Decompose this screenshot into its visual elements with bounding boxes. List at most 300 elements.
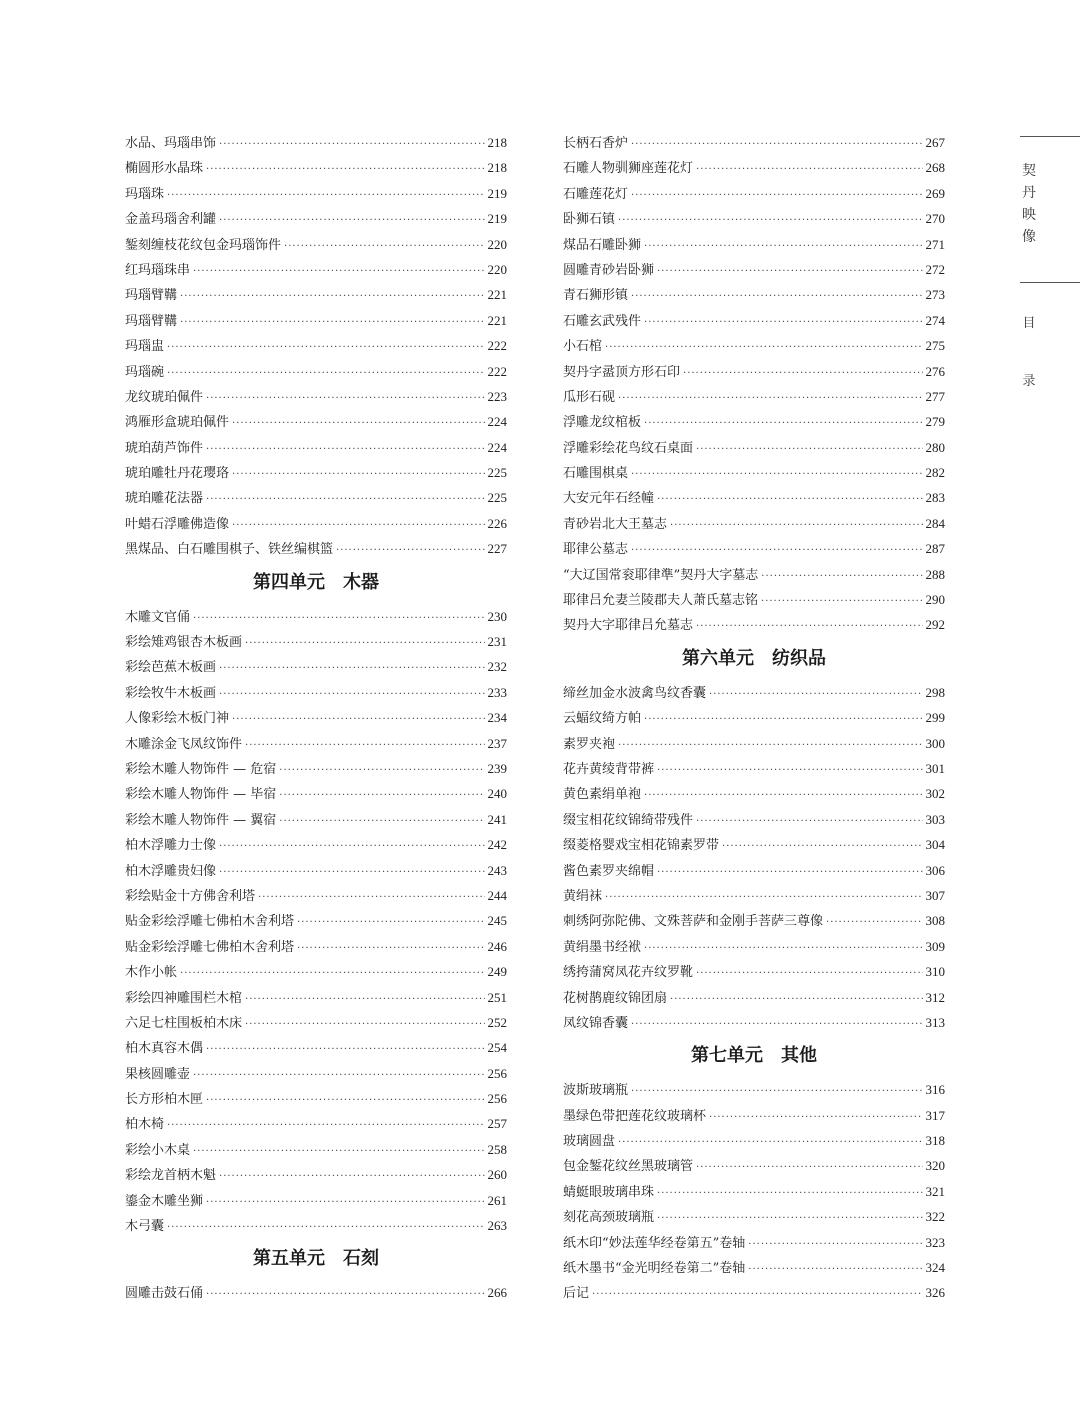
toc-leader-dots [657, 860, 922, 885]
toc-entry [563, 781, 945, 806]
toc-group-right-3 [563, 1077, 945, 1306]
toc-entry-title: 素罗夹袍 [563, 736, 616, 752]
toc-entry [563, 536, 945, 561]
toc-entry-page: 225 [487, 490, 507, 506]
toc-entry-title: 石雕人物驯狮座莲花灯 [563, 161, 694, 177]
toc-entry-title: 柏木椅 [125, 1117, 165, 1133]
toc-leader-dots [297, 936, 484, 961]
toc-leader-dots [657, 758, 922, 783]
toc-entry-page: 267 [925, 135, 945, 150]
toc-entry-title: 鎏金木雕坐狮 [125, 1193, 204, 1209]
sidebar-mu: 目 [1022, 316, 1036, 331]
toc-entry-page: 300 [925, 735, 945, 751]
toc-entry-page: 233 [487, 684, 507, 700]
toc-entry-title: 柏木浮雕力士像 [125, 838, 217, 854]
toc-entry [125, 333, 507, 358]
toc-leader-dots [180, 310, 484, 335]
toc-entry-page: 256 [487, 1091, 507, 1107]
toc-leader-dots [336, 538, 484, 563]
toc-entry [125, 1280, 507, 1305]
sidebar-book-title: 契丹映像 [1022, 163, 1036, 245]
toc-entry-title: “大辽国常衮耶律準”契丹大字墓志 [563, 567, 759, 583]
toc-entry [563, 705, 945, 730]
toc-entry [125, 282, 507, 307]
toc-leader-dots [167, 183, 484, 208]
toc-entry-title: 彩绘木雕人物饰件 — 毕宿 [125, 787, 277, 803]
section-heading-5: 第五单元 石刻 [253, 1248, 379, 1270]
toc-entry [563, 359, 945, 384]
toc-entry-page: 224 [487, 439, 507, 455]
toc-leader-dots [683, 361, 922, 386]
toc-entry-page: 241 [487, 811, 507, 827]
toc-entry [563, 1077, 945, 1102]
toc-entry-page: 257 [487, 1116, 507, 1132]
toc-entry-page: 323 [925, 1234, 945, 1250]
toc-entry-page: 320 [925, 1158, 945, 1174]
sidebar-rule-top [1020, 136, 1080, 137]
toc-entry [563, 985, 945, 1010]
toc-leader-dots [631, 284, 922, 309]
toc-entry-page: 274 [925, 312, 945, 328]
toc-entry-title: 后记 [563, 1286, 590, 1302]
toc-entry [563, 181, 945, 206]
toc-entry-page: 292 [925, 617, 945, 633]
toc-leader-dots [631, 183, 922, 208]
toc-entry-page: 242 [487, 837, 507, 853]
toc-leader-dots [722, 834, 922, 859]
toc-entry-page: 260 [487, 1167, 507, 1183]
toc-entry-page: 230 [487, 608, 507, 624]
toc-entry-title: 青石狮形镇 [563, 288, 629, 304]
toc-leader-dots [644, 707, 922, 732]
toc-entry [125, 680, 507, 705]
toc-leader-dots [245, 1012, 484, 1037]
toc-entry [125, 959, 507, 984]
toc-entry-page: 306 [925, 862, 945, 878]
toc-entry-page: 232 [487, 659, 507, 675]
toc-entry [563, 485, 945, 510]
toc-entry-title: 玛瑙碗 [125, 364, 165, 380]
toc-entry-title: 浮雕彩绘花鸟纹石桌面 [563, 440, 694, 456]
toc-entry-title: 彩绘木雕人物饰件 — 危宿 [125, 761, 277, 777]
toc-entry-title: 卧狮石镇 [563, 212, 616, 228]
toc-entry-page: 240 [487, 786, 507, 802]
toc-leader-dots [657, 1181, 922, 1206]
toc-leader-dots [657, 259, 922, 284]
toc-entry-page: 269 [925, 185, 945, 201]
toc-leader-dots [826, 910, 922, 935]
toc-entry-page: 244 [487, 887, 507, 903]
toc-entry-title: 黄绢墨书经袱 [563, 939, 642, 955]
toc-entry-page: 288 [925, 566, 945, 582]
toc-entry-page: 231 [487, 634, 507, 650]
toc-entry [125, 654, 507, 679]
toc-entry-title: 贴金彩绘浮雕七佛柏木舍利塔 [125, 914, 295, 930]
toc-entry [563, 756, 945, 781]
toc-leader-dots [605, 885, 922, 910]
toc-entry-title: 玻璃圆盘 [563, 1134, 616, 1150]
toc-entry-page: 272 [925, 261, 945, 277]
section-heading-4: 第四单元 木器 [253, 571, 379, 593]
toc-entry-page: 252 [487, 1014, 507, 1030]
toc-leader-dots [631, 1012, 922, 1037]
toc-entry-title: 玛瑙盅 [125, 339, 165, 355]
toc-entry-page: 276 [925, 363, 945, 379]
toc-entry [563, 908, 945, 933]
toc-entry [563, 130, 945, 155]
toc-entry [563, 959, 945, 984]
toc-entry-title: 缀菱格婴戏宝相花锦素罗带 [563, 838, 720, 854]
toc-entry-page: 222 [487, 363, 507, 379]
toc-leader-dots [232, 513, 484, 538]
toc-entry-page: 234 [487, 710, 507, 726]
toc-group-left-1 [125, 130, 507, 562]
toc-entry-page: 249 [487, 964, 507, 980]
toc-entry [563, 384, 945, 409]
toc-entry-title: 刺绣阿弥陀佛、文殊菩萨和金刚手菩萨三尊像 [563, 914, 824, 930]
toc-entry-title: 木雕涂金飞凤纹饰件 [125, 736, 243, 752]
toc-entry [563, 1255, 945, 1280]
toc-entry [563, 858, 945, 883]
toc-entry-title: 花树鹊鹿纹锦团扇 [563, 990, 668, 1006]
toc-group-left-2 [125, 604, 507, 1239]
toc-entry-title: 刻花高颈玻璃瓶 [563, 1210, 655, 1226]
toc-leader-dots [696, 437, 922, 462]
toc-entry [563, 1010, 945, 1035]
toc-leader-dots [618, 208, 922, 233]
toc-entry [125, 181, 507, 206]
toc-entry [563, 257, 945, 282]
toc-leader-dots [232, 462, 484, 487]
toc-leader-dots [761, 589, 922, 614]
toc-leader-dots [592, 1282, 922, 1307]
toc-entry-title: 彩绘雉鸡银杏木板画 [125, 635, 243, 651]
toc-entry-page: 324 [925, 1260, 945, 1276]
toc-leader-dots [631, 1079, 922, 1104]
toc-entry [563, 1204, 945, 1229]
toc-entry [125, 908, 507, 933]
toc-entry [125, 384, 507, 409]
toc-leader-dots [258, 885, 484, 910]
toc-leader-dots [206, 157, 484, 182]
toc-leader-dots [761, 564, 922, 589]
toc-entry [125, 511, 507, 536]
toc-entry [125, 1010, 507, 1035]
toc-entry-page: 312 [925, 989, 945, 1005]
toc-leader-dots [644, 936, 922, 961]
toc-entry-page: 322 [925, 1209, 945, 1225]
toc-leader-dots [206, 1088, 484, 1113]
toc-entry [125, 257, 507, 282]
toc-entry-title: 彩绘四神雕围栏木棺 [125, 990, 243, 1006]
toc-entry [125, 1111, 507, 1136]
toc-entry [563, 934, 945, 959]
toc-entry-page: 261 [487, 1192, 507, 1208]
toc-entry [563, 1280, 945, 1305]
toc-entry [125, 536, 507, 561]
toc-entry [563, 1103, 945, 1128]
toc-entry-page: 268 [925, 160, 945, 176]
toc-leader-dots [618, 733, 922, 758]
toc-entry-page: 307 [925, 887, 945, 903]
toc-entry [563, 282, 945, 307]
toc-entry-title: 彩绘芭蕉木板画 [125, 660, 217, 676]
toc-entry-title: 波斯玻璃瓶 [563, 1083, 629, 1099]
toc-entry-page: 271 [925, 236, 945, 252]
toc-leader-dots [631, 462, 922, 487]
toc-entry [563, 511, 945, 536]
toc-entry-page: 303 [925, 811, 945, 827]
toc-entry-title: 瓜形石砚 [563, 389, 616, 405]
toc-entry [563, 680, 945, 705]
toc-entry-page: 227 [487, 541, 507, 557]
toc-leader-dots [167, 1215, 484, 1240]
toc-leader-dots [206, 1037, 484, 1062]
toc-entry-page: 273 [925, 287, 945, 303]
toc-leader-dots [696, 961, 922, 986]
toc-entry-page: 318 [925, 1133, 945, 1149]
toc-leader-dots [696, 809, 922, 834]
toc-entry-title: 浮雕龙纹棺板 [563, 415, 642, 431]
toc-entry-page: 321 [925, 1183, 945, 1199]
toc-entry-page: 226 [487, 515, 507, 531]
toc-entry-title: 青砂岩北大王墓志 [563, 516, 668, 532]
toc-entry-title: 水品、玛瑙串饰 [125, 136, 217, 151]
toc-entry-page: 243 [487, 862, 507, 878]
toc-entry-title: 长柄石香炉 [563, 136, 629, 151]
toc-entry-title: 椭圆形水晶珠 [125, 161, 204, 177]
toc-entry [125, 1162, 507, 1187]
toc-entry [563, 1179, 945, 1204]
toc-entry-title: 长方形柏木匣 [125, 1092, 204, 1108]
toc-leader-dots [657, 1206, 922, 1231]
toc-entry-page: 258 [487, 1141, 507, 1157]
toc-leader-dots [167, 1113, 484, 1138]
toc-entry-title: 木雕文官俑 [125, 609, 191, 625]
toc-entry [563, 832, 945, 857]
toc-entry [125, 1086, 507, 1111]
toc-entry [563, 333, 945, 358]
toc-entry [563, 612, 945, 637]
toc-entry-title: 錾刻缠枝花纹包金玛瑙饰件 [125, 237, 282, 253]
toc-entry-title: 云蝠纹绮方帕 [563, 711, 642, 727]
toc-entry [125, 705, 507, 730]
toc-entry-title: 石雕莲花灯 [563, 186, 629, 202]
toc-entry [125, 934, 507, 959]
toc-leader-dots [206, 1190, 484, 1215]
toc-entry-page: 302 [925, 786, 945, 802]
toc-leader-dots [193, 1063, 484, 1088]
toc-entry [125, 1188, 507, 1213]
toc-entry-title: 玛瑙臂鞲 [125, 313, 178, 329]
toc-entry [563, 1230, 945, 1255]
toc-entry-page: 225 [487, 465, 507, 481]
toc-entry-title: 圆雕青砂岩卧狮 [563, 262, 655, 278]
toc-entry [125, 155, 507, 180]
toc-leader-dots [232, 707, 484, 732]
toc-entry-page: 270 [925, 211, 945, 227]
toc-leader-dots [219, 208, 484, 233]
toc-leader-dots [180, 284, 484, 309]
toc-entry-title: 墨绿色带把莲花纹玻璃杯 [563, 1108, 707, 1124]
toc-entry-title: 圆雕击鼓石俑 [125, 1286, 204, 1302]
toc-entry-page: 221 [487, 287, 507, 303]
toc-entry-page: 220 [487, 236, 507, 252]
toc-entry [563, 731, 945, 756]
toc-leader-dots [748, 1257, 922, 1282]
toc-entry [563, 562, 945, 587]
toc-leader-dots [245, 733, 484, 758]
toc-entry [125, 781, 507, 806]
toc-group-right-2 [563, 680, 945, 1035]
toc-entry-page: 313 [925, 1014, 945, 1030]
toc-leader-dots [219, 132, 484, 157]
toc-entry [125, 832, 507, 857]
toc-leader-dots [618, 386, 922, 411]
toc-entry-title: 黑煤品、白石雕围棋子、铁丝编棋篮 [125, 542, 334, 558]
toc-entry [125, 1213, 507, 1238]
toc-entry-title: 绣挎蒲窝凤花卉纹罗靴 [563, 965, 694, 981]
sidebar-lu: 录 [1022, 374, 1036, 389]
toc-entry-title: 契丹字盝顶方形石印 [563, 364, 681, 380]
toc-leader-dots [167, 335, 484, 360]
toc-entry-title: 小石棺 [563, 339, 603, 355]
toc-leader-dots [670, 513, 922, 538]
toc-entry-page: 219 [487, 185, 507, 201]
toc-entry-title: 缔丝加金水波禽鸟纹香囊 [563, 685, 707, 701]
toc-entry-page: 219 [487, 211, 507, 227]
toc-leader-dots [631, 538, 922, 563]
toc-entry-page: 283 [925, 490, 945, 506]
toc-leader-dots [297, 910, 484, 935]
toc-entry-page: 246 [487, 938, 507, 954]
section-heading-7: 第七单元 其他 [691, 1045, 817, 1067]
toc-entry-title: 金盖玛瑙舍利罐 [125, 212, 217, 228]
toc-entry-page: 218 [487, 160, 507, 176]
toc-leader-dots [193, 1139, 484, 1164]
toc-group-right-1 [563, 130, 945, 638]
toc-leader-dots [193, 606, 484, 631]
toc-leader-dots [748, 1232, 922, 1257]
toc-entry [125, 858, 507, 883]
toc-leader-dots [644, 310, 922, 335]
toc-entry-page: 237 [487, 735, 507, 751]
toc-leader-dots [279, 809, 484, 834]
toc-entry-page: 326 [925, 1285, 945, 1301]
toc-entry-page: 279 [925, 414, 945, 430]
toc-entry-title: 彩绘牧牛木板画 [125, 685, 217, 701]
toc-entry-page: 282 [925, 465, 945, 481]
toc-entry-page: 220 [487, 261, 507, 277]
toc-entry [125, 1035, 507, 1060]
toc-entry [563, 460, 945, 485]
toc-leader-dots [206, 487, 484, 512]
toc-leader-dots [219, 834, 484, 859]
toc-leader-dots [631, 132, 922, 157]
toc-entry-title: 贴金彩绘浮雕七佛柏木舍利塔 [125, 939, 295, 955]
toc-entry [125, 1061, 507, 1086]
section-heading-6: 第六单元 纺织品 [682, 647, 826, 669]
toc-entry-title: 花卉黄绫背带裤 [563, 761, 655, 777]
toc-entry [563, 409, 945, 434]
toc-entry [125, 807, 507, 832]
toc-entry [563, 1128, 945, 1153]
toc-leader-dots [605, 335, 922, 360]
toc-entry-title: 煤品石雕卧狮 [563, 237, 642, 253]
toc-entry-title: 黄绢袜 [563, 888, 603, 904]
toc-entry-title: 彩绘贴金十方佛舍利塔 [125, 888, 256, 904]
toc-entry-title: 彩绘龙首柄木魁 [125, 1168, 217, 1184]
toc-leader-dots [279, 758, 484, 783]
toc-entry [125, 308, 507, 333]
toc-entry-title: 琥珀雕花法器 [125, 491, 204, 507]
toc-entry-page: 256 [487, 1065, 507, 1081]
toc-entry [125, 206, 507, 231]
toc-entry [125, 485, 507, 510]
toc-entry-title: 缀宝相花纹锦绮带残件 [563, 812, 694, 828]
toc-entry-page: 266 [487, 1285, 507, 1301]
toc-entry-title: 木弓囊 [125, 1219, 165, 1235]
toc-entry-page: 309 [925, 938, 945, 954]
toc-entry-page: 245 [487, 913, 507, 929]
toc-entry [563, 435, 945, 460]
toc-entry-page: 310 [925, 964, 945, 980]
toc-entry-title: 纸木墨书“金光明经卷第二”卷轴 [563, 1261, 746, 1277]
toc-entry [125, 985, 507, 1010]
toc-entry-title: 柏木浮雕贵妇像 [125, 863, 217, 879]
toc-leader-dots [219, 656, 484, 681]
toc-entry [563, 883, 945, 908]
toc-entry-title: 彩绘小木桌 [125, 1142, 191, 1158]
toc-leader-dots [696, 157, 922, 182]
toc-leader-dots [206, 437, 484, 462]
toc-leader-dots [193, 259, 484, 284]
toc-leader-dots [618, 1130, 922, 1155]
toc-entry [125, 604, 507, 629]
toc-entry [563, 155, 945, 180]
toc-leader-dots [180, 961, 484, 986]
toc-leader-dots [284, 234, 484, 259]
toc-entry [125, 232, 507, 257]
toc-entry [125, 130, 507, 155]
toc-leader-dots [219, 860, 484, 885]
toc-entry-title: 柏木真容木偶 [125, 1041, 204, 1057]
toc-entry-title: 凤纹锦香囊 [563, 1015, 629, 1031]
toc-leader-dots [657, 487, 922, 512]
toc-entry-page: 299 [925, 710, 945, 726]
toc-entry-title: 玛瑙臂鞲 [125, 288, 178, 304]
toc-entry-title: 鸿雁形盒琥珀佩件 [125, 415, 230, 431]
toc-entry [125, 1137, 507, 1162]
toc-leader-dots [167, 361, 484, 386]
toc-entry-page: 284 [925, 515, 945, 531]
toc-entry-page: 298 [925, 684, 945, 700]
toc-entry [563, 232, 945, 257]
toc-group-left-3 [125, 1280, 507, 1305]
toc-leader-dots [709, 1105, 922, 1130]
toc-entry [563, 807, 945, 832]
toc-entry [125, 756, 507, 781]
toc-leader-dots [696, 1155, 922, 1180]
toc-entry-title: 包金錾花纹丝黑玻璃管 [563, 1159, 694, 1175]
toc-entry [125, 883, 507, 908]
toc-entry-page: 218 [487, 135, 507, 150]
toc-entry-title: 蜻蜓眼玻璃串珠 [563, 1184, 655, 1200]
toc-entry [563, 206, 945, 231]
toc-leader-dots [644, 411, 922, 436]
toc-entry-page: 277 [925, 388, 945, 404]
toc-entry-title: 琥珀雕牡丹花璎珞 [125, 466, 230, 482]
